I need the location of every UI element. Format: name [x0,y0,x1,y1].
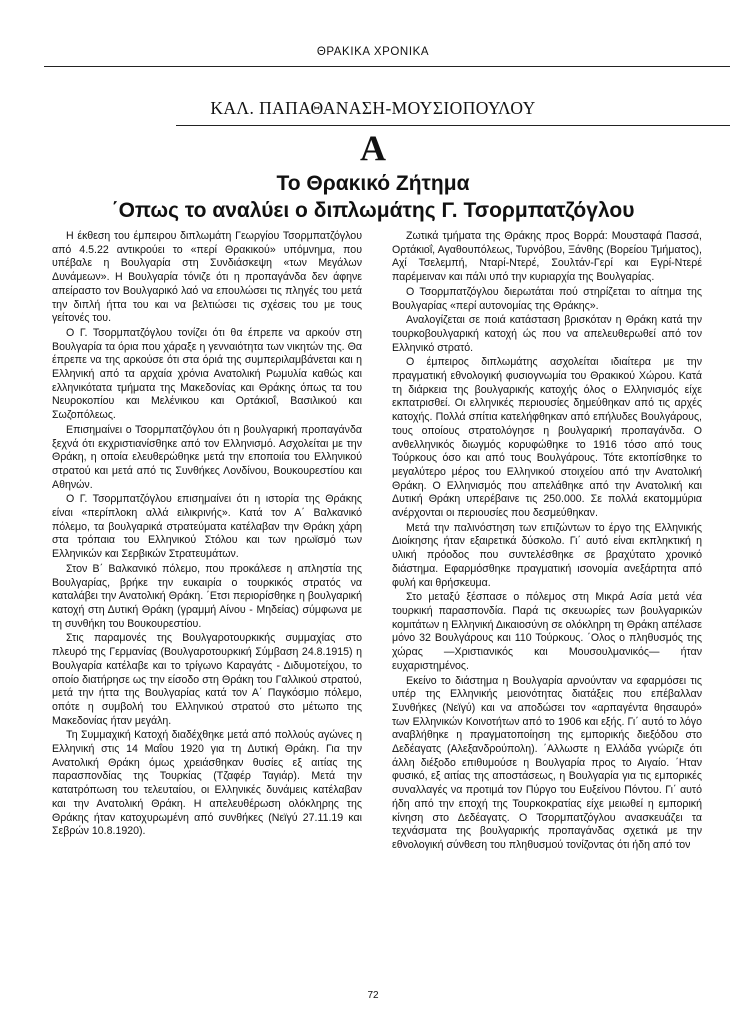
section-letter: Α [360,128,386,168]
paragraph: Στον Β΄ Βαλκανικό πόλεμο, που προκάλεσε η απληστία της Βουλγαρίας, βρήκε την ευκαιρία ο τουρκικός στρατός να καταλάβει την Ανατολική Θράκη. ΄Ετσι περιορίσθηκε η βουλγαρική κατοχή στη Δυτική Θράκη (γραμμή Αίνου - Μηδείας) σύμφωνα με τη συνθήκη του Βουκουρεστίου. [52,562,362,630]
left-column [52,230,362,990]
right-column [392,230,702,990]
paragraph: Στο μεταξύ ξέσπασε ο πόλεμος στη Μικρά Ασία μετά νέα τουρκική παρασπονδία. Παρά τις σκευωρίες των βουλγαρικών κομιτάτων η Ελληνική Δικαιοσύνη σε ολόκληρη τη Θράκη απέλασε μόνο 32 Βουλγάρους και 110 Τούρκους. ΄Ολος ο πληθυσμός της χώρας —Χριστιανικός και Μουσουλμανικός— ήταν ευχαριστημένος. [392,591,702,672]
paragraph: Ζωτικά τμήματα της Θράκης προς Βορρά: Μουσταφά Πασσά, Ορτάκιοΐ, Αγαθουπόλεως, Τυρνόβου, Ξάνθης (Βορείου Τμήματος), Αχί Τσελεμπή, Νταρί-Ντερέ, Σουλτάν-Γερί και Εγρί-Ντερέ παρέμειναν και πάλι υπό την κυριαρχία της Βουλγαρίας. [392,230,702,284]
paragraph: Τη Συμμαχική Κατοχή διαδέχθηκε μετά από πολλούς αγώνες η Ελληνική στις 14 Μαΐου 1920 για τη Δυτική Θράκη. Για την Ανατολική Θράκη όμως χρειάσθηκαν θυσίες εξ αιτίας της παρασπονδίας της Τουρκίας (Τζαφέρ Ταγιάρ). Μετά την κατατρόπωση του τελευταίου, οι Ελληνικές δυνάμεις κατέλαβαν και την Ανατολική Θράκη. Η απελευθέρωση ολόκληρης της Θράκης ήταν κατοχυρωμένη από συνθήκες (Νεϊγύ 27.11.19 και Σεβρών 10.8.1920). [52,729,362,838]
paragraph: Ο έμπειρος διπλωμάτης ασχολείται ιδιαίτερα με την πραγματική εθνολογική φυσιογνωμία του Θρακικού Χώρου. Κατά τη διάρκεια της βουλγαρικής κατοχής όλος ο Ελληνισμός είχε εκπατρισθεί. Οι ελληνικές περιουσίες δημεύθηκαν από τις αρχές κατοχής. Πολλά σπίτια κατελήφθηκαν από επήλυδες Βουλγάρους, τους οποίους στρατολόγησε η βουλγαρική προπαγάνδα. Ο ανθελληνικός διωγμός κορυφώθηκε το 1916 τόσο από τους Τούρκους όσο και από τους Βουλγάρους. Τότε εκτοπίσθηκε το μεγαλύτερο μέρος του Ελληνικού στοιχείου από την Ανατολική Θράκη. Ο Ελληνισμός που απελάθηκε από την Ανατολική και Δυτική Θράκη υπερέβαινε τις 250.000. Σε πολλά εκατομμύρια ανέρχονται οι περιουσίες που δεσμεύθηκαν. [392,356,702,520]
author-name: ΚΑΛ. ΠΑΠΑΘΑΝΑΣΗ-ΜΟΥΣΙΟΠΟΥΛΟΥ [210,98,536,118]
paragraph: Ο Γ. Τσορμπατζόγλου τονίζει ότι θα έπρεπε να αρκούν στη Βουλγαρία τα όρια που χάραξε η γενναιότητα των νικητών της. Θα έπρεπε να της αρκούσε ότι στα όριά της συμπεριλαμβάνεται και η Ελληνική από τα αρχαία χρόνια Ανατολική Ρωμυλία καθώς και ελληνικότατα τμήματα της Μακεδονίας και Θράκης όπως τα του Νευροκοπίου και Μελένικου και Ορτάκιοΐ, Βασιλικού και Σωζοπόλεως. [52,326,362,422]
page-number: 72 [367,990,379,1001]
paragraph: Μετά την παλινόστηση των επιζώντων το έργο της Ελληνικής Διοίκησης ήταν εξαιρετικά δύσκολο. Γι΄ αυτό είναι εκπληκτική η υλική πρόοδος που συντελέσθηκε σε βραχύτατο χρονικό διάστημα. Εφαρμόσθηκε πραγματική ισονομία ανεξάρτητα από φυλή και θρήσκευμα. [392,521,702,589]
paragraph: Αναλογίζεται σε ποιά κατάσταση βρισκόταν η Θράκη κατά την τουρκοβουλγαρική κατοχή ώς που να απελευθερωθεί από τον Ελληνικό στρατό. [392,314,702,354]
article-title: Το Θρακικό Ζήτημα [276,172,470,195]
paragraph: Επισημαίνει ο Τσορμπατζόγλου ότι η βουλγαρική προπαγάνδα ξεχνά ότι εκχριστιανίσθηκε από τον Ελληνισμό. Ασχολείται με την Θράκη, η οποία ελευθερώθηκε μετά την εποποιία του Ελληνικού στρατού και μετά από τις Συνθήκες Λονδίνου, Βουκουρεστίου και Αθηνών. [52,423,362,491]
paragraph: Ο Τσορμπατζόγλου διερωτάται πού στηρίζεται το αίτημα της Βουλγαρίας «περί αυτονομίας της Θράκης». [392,285,702,312]
paragraph: Ο Γ. Τσορμπατζόγλου επισημαίνει ότι η ιστορία της Θράκης είναι «περίπλοκη αλλά ειλικρινής». Κατά τον Α΄ Βαλκανικό πόλεμο, τα βουλγαρικά στρατεύματα κατέλαβαν την Θράκη χάρη στα τρόπαια του Ελληνικού Στόλου και των ηρωϊσμό των Ελληνικών και Σερβικών Στρατευμάτων. [52,493,362,561]
paragraph: Στις παραμονές της Βουλγαροτουρκικής συμμαχίας στο πλευρό της Γερμανίας (Βουλγαροτουρκική Σύμβαση 24.8.1915) η Βουλγαρία κατέλαβε και το τρίγωνο Καραγάτς - Διδυμοτείχου, το οποίο διατήρησε ως την είσοδο στη Θράκη του Γαλλικού στρατού, μετά την ήττα της Βουλγαρίας κατά τον Α΄ Παγκόσμιο πόλεμο, οπότε η συμβολή του Ελληνικού στρατού στο μέτωπο της Μακεδονίας ήταν μεγάλη. [52,632,362,727]
header-rule [44,66,730,67]
author-rule [176,125,730,126]
paragraph: Εκείνο το διάστημα η Βουλγαρία αρνούνταν να εφαρμόσει τις υπέρ της Ελληνικής μειονότητας διατάξεις που επέβαλλαν Συνθήκες (Νεϊγύ) και να αποδώσει τον «αρπαγέντα θησαυρό» των Ελληνικών Κοινοτήτων από το 1906 και εξής. Γι΄ αυτό το λόγο αναβλήθηκε η πραγματοποίηση της εμπορικής διεξόδου στο Δεδέαγατς (Αλεξανδρούπολη). ΄Αλλωστε η Ελλάδα γνώριζε ότι άλλη διέξοδο επιθυμούσε η Βουλγαρία προς το Αιγαίο. ΄Ηταν φυσικό, εξ αιτίας της αποστάσεως, η Βουλγαρία για τις εμπορικές συναλλαγές να προτιμά τον Πύργο του Ευξείνου Πόντου. Γι΄ αυτό ήδη από την εποχή της Τουρκοκρατίας είχε μειωθεί η εμπορική κίνηση στο Δεδέαγατς. Ο Τσορμπατζόγλου ανασκευάζει τα τεχνάσματα της βουλγαρικής προπαγάνδας σχετικά με την εθνολογική σύνθεση του πληθυσμού τονίζοντας ότι ήδη από τον [392,674,702,851]
running-head: ΘΡΑΚΙΚΑ ΧΡΟΝΙΚΑ [316,46,430,58]
paragraph: Η έκθεση του έμπειρου διπλωμάτη Γεωργίου Τσορμπατζόγλου από 4.5.22 αντικρούει το «περί Θρακικού» υπόμνημα, που υπέβαλε η Βουλγαρία στη Συνδιάσκεψη «των Μεγάλων Δυνάμεων». Η Βουλγαρία τόνιζε ότι η προπαγάνδα δεν άφηνε απείραστο τον Βουλγαρικό λαό να επουλώσει τις πληγές του μετά την διπλή ήττα του και να βελτιώσει τις σχέσεις του με τους γείτονές του. [52,230,362,325]
article-subtitle: ΄Οπως το αναλύει ο διπλωμάτης Γ. Τσορμπατζόγλου [111,199,635,222]
